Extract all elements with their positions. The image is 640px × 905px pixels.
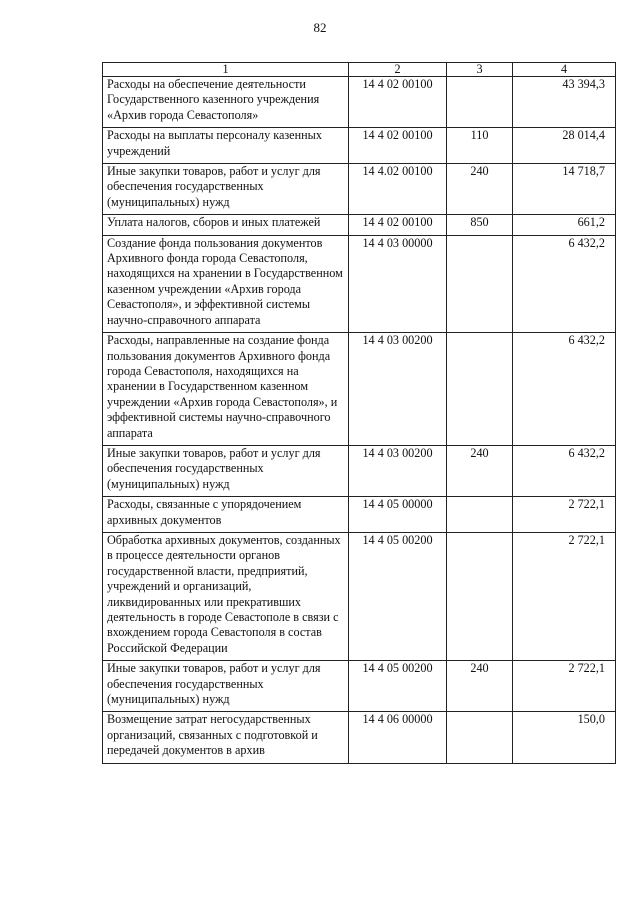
row-amount: 43 394,3 (513, 77, 616, 128)
table-body (103, 77, 616, 764)
row-amount: 2 722,1 (513, 532, 616, 660)
row-code: 14 4 03 00200 (349, 333, 447, 446)
row-amount: 6 432,2 (513, 333, 616, 446)
row-expense-type: 850 (447, 215, 513, 235)
row-description: Расходы, связанные с упорядочением архивных документов (103, 497, 349, 533)
row-amount: 6 432,2 (513, 445, 616, 496)
row-description: Иные закупки товаров, работ и услуг для обеспечения государственных (муниципальных) нужд (103, 445, 349, 496)
row-amount: 150,0 (513, 712, 616, 763)
row-description: Создание фонда пользования документов Архивного фонда города Севастополя, находящихся на хранении в Государственном казенном учреждении «Архив города Севастополя», и эффективной системы научно-справочного аппарата (103, 235, 349, 332)
row-code: 14 4 02 00100 (349, 128, 447, 164)
table-row (103, 445, 616, 496)
row-code: 14 4 05 00000 (349, 497, 447, 533)
row-amount: 28 014,4 (513, 128, 616, 164)
row-code: 14 4.02 00100 (349, 164, 447, 215)
table-row (103, 532, 616, 660)
row-expense-type (447, 235, 513, 332)
table-row (103, 497, 616, 533)
row-code: 14 4 06 00000 (349, 712, 447, 763)
row-expense-type: 240 (447, 445, 513, 496)
row-expense-type: 240 (447, 164, 513, 215)
row-code: 14 4 03 00000 (349, 235, 447, 332)
table-row (103, 215, 616, 235)
column-header-2: 2 (349, 63, 447, 77)
row-expense-type (447, 497, 513, 533)
row-amount: 2 722,1 (513, 497, 616, 533)
row-description: Возмещение затрат негосударственных организаций, связанных с подготовкой и передачей документов в архив (103, 712, 349, 763)
row-expense-type (447, 532, 513, 660)
row-code: 14 4 02 00100 (349, 215, 447, 235)
row-amount: 661,2 (513, 215, 616, 235)
table-header-row (103, 63, 616, 77)
column-header-4: 4 (513, 63, 616, 77)
table-row (103, 661, 616, 712)
row-expense-type (447, 77, 513, 128)
row-expense-type: 240 (447, 661, 513, 712)
table-row (103, 333, 616, 446)
row-expense-type: 110 (447, 128, 513, 164)
row-description: Расходы, направленные на создание фонда пользования документов Архивного фонда города Севастополя, находящихся на хранении в Государственном казенном учреждении «Архив города Севастополя», и эффективной системы научно-справочного аппарата (103, 333, 349, 446)
row-code: 14 4 03 00200 (349, 445, 447, 496)
table-row (103, 235, 616, 332)
row-expense-type (447, 712, 513, 763)
row-code: 14 4 02 00100 (349, 77, 447, 128)
row-expense-type (447, 333, 513, 446)
row-description: Расходы на обеспечение деятельности Государственного казенного учреждения «Архив города Севастополя» (103, 77, 349, 128)
page-number: 82 (313, 20, 327, 35)
column-header-1: 1 (103, 63, 349, 77)
row-amount: 2 722,1 (513, 661, 616, 712)
row-code: 14 4 05 00200 (349, 532, 447, 660)
row-amount: 6 432,2 (513, 235, 616, 332)
table-row (103, 712, 616, 763)
row-description: Уплата налогов, сборов и иных платежей (103, 215, 349, 235)
table-row (103, 128, 616, 164)
budget-table (102, 62, 616, 764)
row-description: Обработка архивных документов, созданных в процессе деятельности органов государственной власти, предприятий, учреждений и организаций, ликвидированных или прекративших деятельность в городе Севастополе в связи с вхождением города Севастополя в состав Российской Федерации (103, 532, 349, 660)
row-description: Иные закупки товаров, работ и услуг для обеспечения государственных (муниципальных) нужд (103, 164, 349, 215)
row-description: Иные закупки товаров, работ и услуг для обеспечения государственных (муниципальных) нужд (103, 661, 349, 712)
table-row (103, 77, 616, 128)
row-code: 14 4 05 00200 (349, 661, 447, 712)
row-amount: 14 718,7 (513, 164, 616, 215)
column-header-3: 3 (447, 63, 513, 77)
row-description: Расходы на выплаты персоналу казенных учреждений (103, 128, 349, 164)
table-row (103, 164, 616, 215)
